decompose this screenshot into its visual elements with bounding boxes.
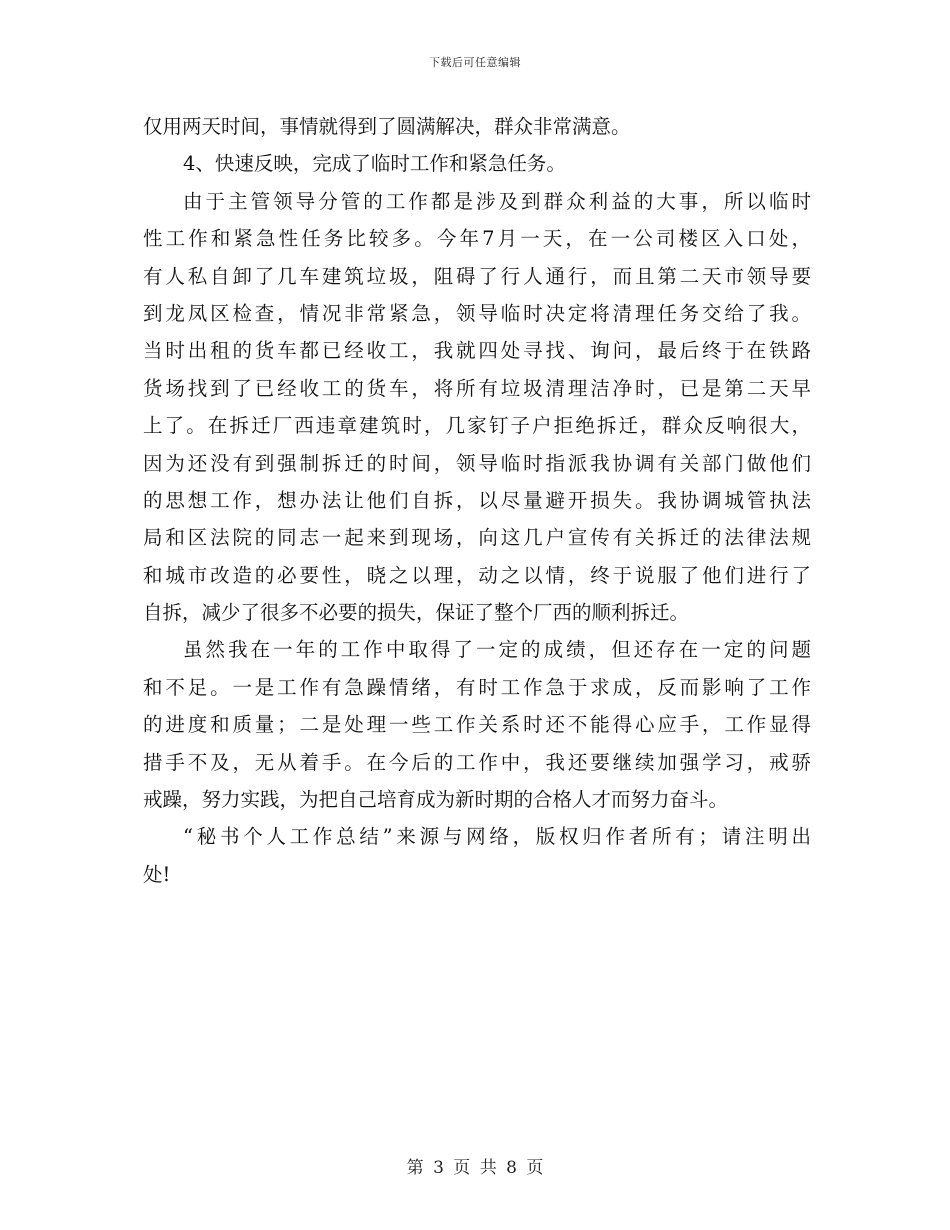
page-header: 下载后可任意编辑 <box>429 56 521 69</box>
body-line: 当时出租的货车都已经收工，我就四处寻找、询问，最后终于在铁路 <box>143 339 811 363</box>
body-line: 上了。在拆迁厂西违章建筑时，几家钉子户拒绝拆迁，群众反响很大， <box>143 414 811 438</box>
body-line: 局和区法院的同志一起来到现场，向这几户宣传有关拆迁的法律法规 <box>143 526 811 550</box>
body-line: 的思想工作，想办法让他们自拆，以尽量避开损失。我协调城管执法 <box>143 488 811 512</box>
body-line: 虽然我在一年的工作中取得了一定的成绩，但还存在一定的问题 <box>183 638 811 662</box>
body-line: 和城市改造的必要性，晓之以理，动之以情，终于说服了他们进行了 <box>143 563 811 587</box>
body-line: 戒躁，努力实践，为把自己培育成为新时期的合格人才而努力奋斗。 <box>143 788 729 812</box>
body-line: 措手不及，无从着手。在今后的工作中，我还要继续加强学习，戒骄 <box>143 750 811 774</box>
source-note-end: 处! <box>143 862 171 886</box>
page-number: 第 3 页 共 8 页 <box>406 1158 544 1178</box>
body-line: 货场找到了已经收工的货车，将所有垃圾清理洁净时，已是第二天早 <box>143 376 811 400</box>
body-line: 仅用两天时间，事情就得到了圆满解决，群众非常满意。 <box>143 115 631 138</box>
body-line: 因为还没有到强制拆迁的时间，领导临时指派我协调有关部门做他们 <box>143 451 811 475</box>
body-line: 的进度和质量；二是处理一些工作关系时还不能得心应手，工作显得 <box>143 713 811 737</box>
source-note: “秘书个人工作总结”来源与网络，版权归作者所有；请注明出 <box>183 825 811 849</box>
section-heading: 4、快速反映，完成了临时工作和紧急任务。 <box>183 152 566 176</box>
body-line: 到龙凤区检查，情况非常紧急，领导临时决定将清理任务交给了我。 <box>143 301 811 325</box>
body-line: 性工作和紧急性任务比较多。今年7月一天，在一公司楼区入口处， <box>143 227 811 251</box>
body-line: 有人私自卸了几车建筑垃圾，阻碍了行人通行，而且第二天市领导要 <box>143 264 811 288</box>
body-line: 由于主管领导分管的工作都是涉及到群众利益的大事，所以临时 <box>183 189 811 213</box>
body-line: 和不足。一是工作有急躁情绪，有时工作急于求成，反而影响了工作 <box>143 675 811 699</box>
document-body <box>143 108 811 893</box>
body-line: 自拆，减少了很多不必要的损失，保证了整个厂西的顺利拆迁。 <box>143 601 690 625</box>
